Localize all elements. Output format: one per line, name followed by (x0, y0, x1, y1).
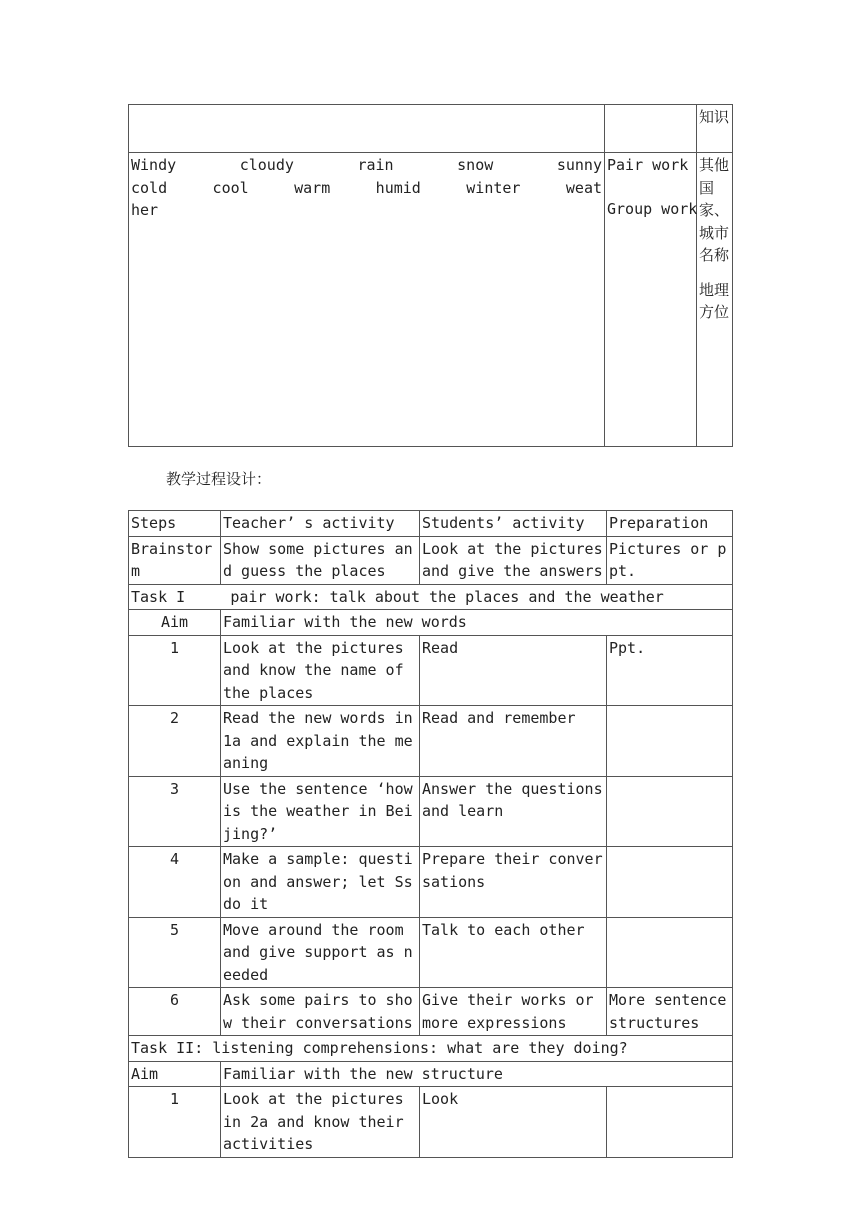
teacher-cell: Read the new words in 1a and explain the meaning (221, 706, 420, 777)
empty-cell (129, 105, 605, 153)
prep-cell (607, 1087, 733, 1158)
table-row (129, 153, 733, 447)
aim-label: Aim (129, 610, 221, 636)
teacher-cell: Look at the pictures in 2a and know their activities (221, 1087, 420, 1158)
vocabulary-table (128, 104, 733, 447)
aim-row (129, 610, 733, 636)
table-row (129, 988, 733, 1036)
header-teacher: Teacher’ s activity (221, 511, 420, 537)
prep-cell: More sentence structures (607, 988, 733, 1036)
students-cell: Prepare their conversations (420, 847, 607, 918)
table-row (129, 706, 733, 777)
students-cell: Talk to each other (420, 917, 607, 988)
step-number: 2 (129, 706, 221, 777)
step-number: 6 (129, 988, 221, 1036)
header-preparation: Preparation (607, 511, 733, 537)
students-cell: Answer the questions and learn (420, 776, 607, 847)
table-row (129, 917, 733, 988)
task-title: Task I pair work: talk about the places and the weather (129, 584, 733, 610)
teacher-cell: Show some pictures and guess the places (221, 536, 420, 584)
table-row (129, 1087, 733, 1158)
geography-text: 地理方位 (699, 280, 730, 321)
vocab-line: cold cool warm humid winter weat (131, 178, 602, 197)
teaching-process-table (128, 510, 733, 1158)
table-header-row (129, 511, 733, 537)
header-students: Students’ activity (420, 511, 607, 537)
students-cell: Look (420, 1087, 607, 1158)
aim-row (129, 1061, 733, 1087)
prep-cell: Pictures or ppt. (607, 536, 733, 584)
step-cell: Brainstorm (129, 536, 221, 584)
knowledge-cell (697, 153, 733, 447)
table-row (129, 105, 733, 153)
aim-text: Familiar with the new words (221, 610, 733, 636)
knowledge-cell: 知识 (697, 105, 733, 153)
step-number: 1 (129, 1087, 221, 1158)
table-row (129, 635, 733, 706)
teacher-cell: Move around the room and give support as needed (221, 917, 420, 988)
prep-cell (607, 776, 733, 847)
aim-text: Familiar with the new structure (221, 1061, 733, 1087)
task-title: Task II: listening comprehensions: what are they doing? (129, 1036, 733, 1062)
teacher-cell: Ask some pairs to show their conversations (221, 988, 420, 1036)
step-number: 3 (129, 776, 221, 847)
empty-cell (605, 105, 697, 153)
work-mode-cell (605, 153, 697, 447)
prep-cell (607, 847, 733, 918)
students-cell: Read (420, 635, 607, 706)
vocabulary-cell (129, 153, 605, 447)
step-number: 1 (129, 635, 221, 706)
students-cell: Give their works or more expressions (420, 988, 607, 1036)
task-row (129, 584, 733, 610)
header-steps: Steps (129, 511, 221, 537)
vocab-line: her (131, 201, 159, 219)
task-row (129, 1036, 733, 1062)
prep-cell (607, 917, 733, 988)
pair-work-label: Pair work (607, 156, 689, 174)
step-number: 4 (129, 847, 221, 918)
prep-cell: Ppt. (607, 635, 733, 706)
students-cell: Read and remember (420, 706, 607, 777)
group-work-label: Group work (607, 199, 698, 218)
table-row (129, 536, 733, 584)
students-cell: Look at the pictures and give the answers (420, 536, 607, 584)
section-heading: 教学过程设计： (166, 470, 272, 488)
prep-cell (607, 706, 733, 777)
table-row (129, 776, 733, 847)
teacher-cell: Look at the pictures and know the name of the places (221, 635, 420, 706)
teacher-cell: Make a sample: question and answer; let Ss do it (221, 847, 420, 918)
vocab-line: Windy cloudy rain snow sunny (131, 156, 602, 174)
countries-cities-text: 其他国家、城市名称 (699, 156, 730, 264)
step-number: 5 (129, 917, 221, 988)
table-row (129, 847, 733, 918)
teacher-cell: Use the sentence ‘how is the weather in Beijing?’ (221, 776, 420, 847)
aim-label: Aim (129, 1061, 221, 1087)
